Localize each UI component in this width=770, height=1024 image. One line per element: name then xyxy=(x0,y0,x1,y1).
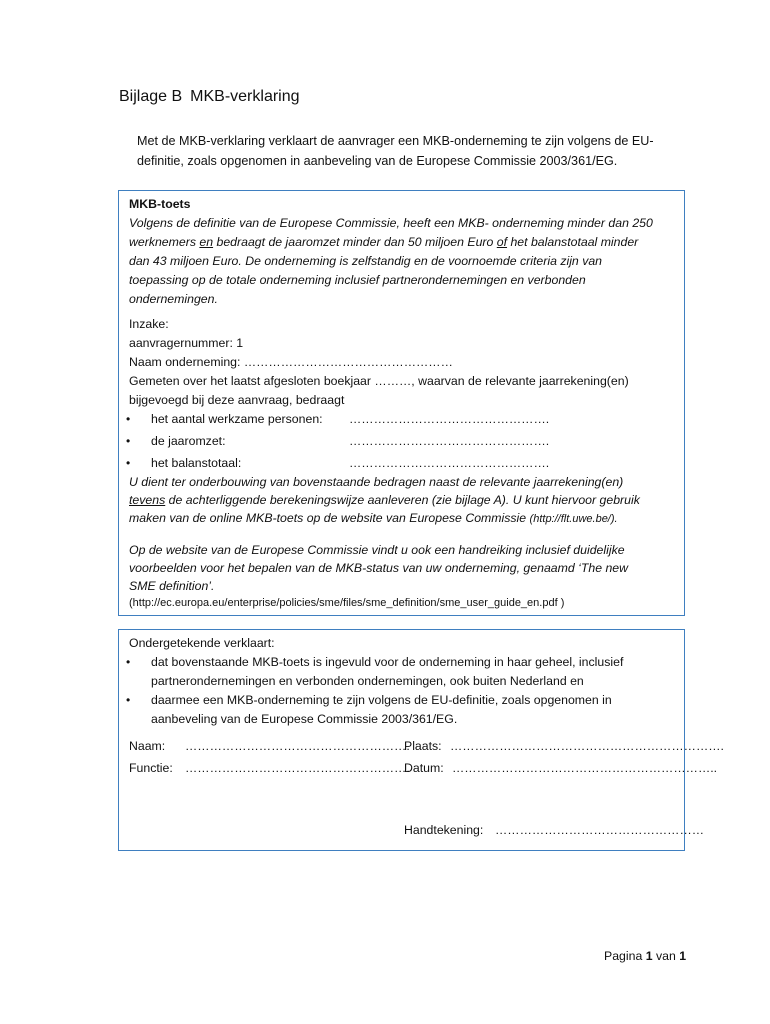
naam-label: Naam: xyxy=(129,739,166,753)
underlined-tevens: tevens xyxy=(129,493,166,507)
balanstotaal-field: …………………………………………. xyxy=(349,456,550,470)
page-label: Pagina xyxy=(604,949,646,963)
bijgevoegd-line: bijgevoegd bij deze aanvraag, bedraagt xyxy=(129,393,345,407)
note-text: de achterliggende berekeningswijze aanleveren (zie bijlage A). U kunt hiervoor gebruik xyxy=(165,493,640,507)
functie-field: ………………………………………………. xyxy=(185,761,410,775)
declaration-item-1-line-1: dat bovenstaande MKB-toets is ingevuld voor de onderneming in haar geheel, inclusief xyxy=(151,655,624,669)
flt-link[interactable]: (http://flt.uwe.be/). xyxy=(529,513,618,525)
mkb-toets-heading: MKB-toets xyxy=(129,197,191,211)
page-of: van xyxy=(652,949,680,963)
bullet-icon: • xyxy=(126,456,131,470)
bullet-icon: • xyxy=(126,655,131,669)
definition-line-4: toepassing op de totale onderneming inclusief partnerondernemingen en verbonden xyxy=(129,273,586,287)
balanstotaal-label: het balanstotaal: xyxy=(151,456,242,470)
total-pages: 1 xyxy=(679,949,687,963)
jaaromzet-field: …………………………………………. xyxy=(349,434,550,448)
handtekening-field: …………………………………………… xyxy=(495,823,705,837)
naam-onderneming-field: Naam onderneming: …………………………………………… xyxy=(129,355,453,369)
page-number xyxy=(604,949,686,963)
declaration-box xyxy=(118,629,724,851)
aanvragernummer: aanvragernummer: 1 xyxy=(129,336,244,350)
inzake-label: Inzake: xyxy=(129,317,169,331)
definition-line-3: dan 43 miljoen Euro. De onderneming is zelfstandig en de voornoemde criteria zijn van xyxy=(129,254,603,268)
naam-field: ………………………………………………. xyxy=(185,739,410,753)
note-line-1: U dient ter onderbouwing van bovenstaande bedragen naast de relevante jaarrekening(en) xyxy=(129,475,624,489)
plaats-label: Plaats: xyxy=(404,739,442,753)
werkzame-personen-label: het aantal werkzame personen: xyxy=(151,412,323,426)
definition-text: het balanstotaal minder xyxy=(507,235,639,249)
plaats-field: …………………………………………………………. xyxy=(450,739,724,753)
note-line-3 xyxy=(129,511,618,525)
appendix-title: MKB-verklaring xyxy=(190,88,300,105)
handreiking-line-1: Op de website van de Europese Commissie vindt u ook een handreiking inclusief duidelijke xyxy=(129,543,625,557)
note-line-2 xyxy=(129,493,640,507)
bullet-icon: • xyxy=(126,693,131,707)
declaration-item-2-line-1: daarmee een MKB-onderneming te zijn volgens de EU-definitie, zoals opgenomen in xyxy=(151,693,612,707)
sme-guide-link[interactable]: (http://ec.europa.eu/enterprise/policies/sme/files/sme_definition/sme_user_guide_en.pdf ) xyxy=(129,597,565,609)
definition-line-5: ondernemingen. xyxy=(129,292,218,306)
appendix-label: Bijlage B xyxy=(119,88,183,105)
datum-label: Datum: xyxy=(404,761,444,775)
handreiking-line-2: voorbeelden voor het bepalen van de MKB-status van uw onderneming, genaamd ‘The new xyxy=(129,561,629,575)
intro-line-1: Met de MKB-verklaring verklaart de aanvrager een MKB-onderneming te zijn volgens de EU- xyxy=(137,134,654,148)
werkzame-personen-field: …………………………………………. xyxy=(349,412,550,426)
intro-line-2: definitie, zoals opgenomen in aanbeveling van de Europese Commissie 2003/361/EG. xyxy=(137,154,618,168)
current-page: 1 xyxy=(645,949,653,963)
definition-line-1: Volgens de definitie van de Europese Commissie, heeft een MKB- onderneming minder dan 250 xyxy=(129,216,653,230)
mkb-toets-box xyxy=(118,190,685,616)
underlined-of: of xyxy=(496,235,508,249)
underlined-en: en xyxy=(199,235,214,249)
handreiking-line-3: SME definition’. xyxy=(129,579,215,593)
bullet-icon: • xyxy=(126,412,131,426)
intro-paragraph xyxy=(137,131,697,171)
definition-line-2 xyxy=(129,235,638,249)
gemeten-line: Gemeten over het laatst afgesloten boekjaar ………, waarvan de relevante jaarrekening(en) xyxy=(129,374,629,388)
declaration-intro: Ondergetekende verklaart: xyxy=(129,636,275,650)
page-title xyxy=(119,88,300,106)
declaration-item-1-line-2: partnerondernemingen en verbonden ondernemingen, ook buiten Nederland en xyxy=(151,674,584,688)
datum-field: ……………………………………………………….. xyxy=(452,761,718,775)
declaration-item-2-line-2: aanbeveling van de Europese Commissie 2003/361/EG. xyxy=(151,712,458,726)
definition-text: werknemers xyxy=(129,235,200,249)
handtekening-label: Handtekening: xyxy=(404,823,484,837)
jaaromzet-label: de jaaromzet: xyxy=(151,434,226,448)
definition-text: bedraagt de jaaromzet minder dan 50 miljoen Euro xyxy=(213,235,497,249)
functie-label: Functie: xyxy=(129,761,173,775)
bullet-icon: • xyxy=(126,434,131,448)
note-text: maken van de online MKB-toets op de website van Europese Commissie xyxy=(129,511,530,525)
